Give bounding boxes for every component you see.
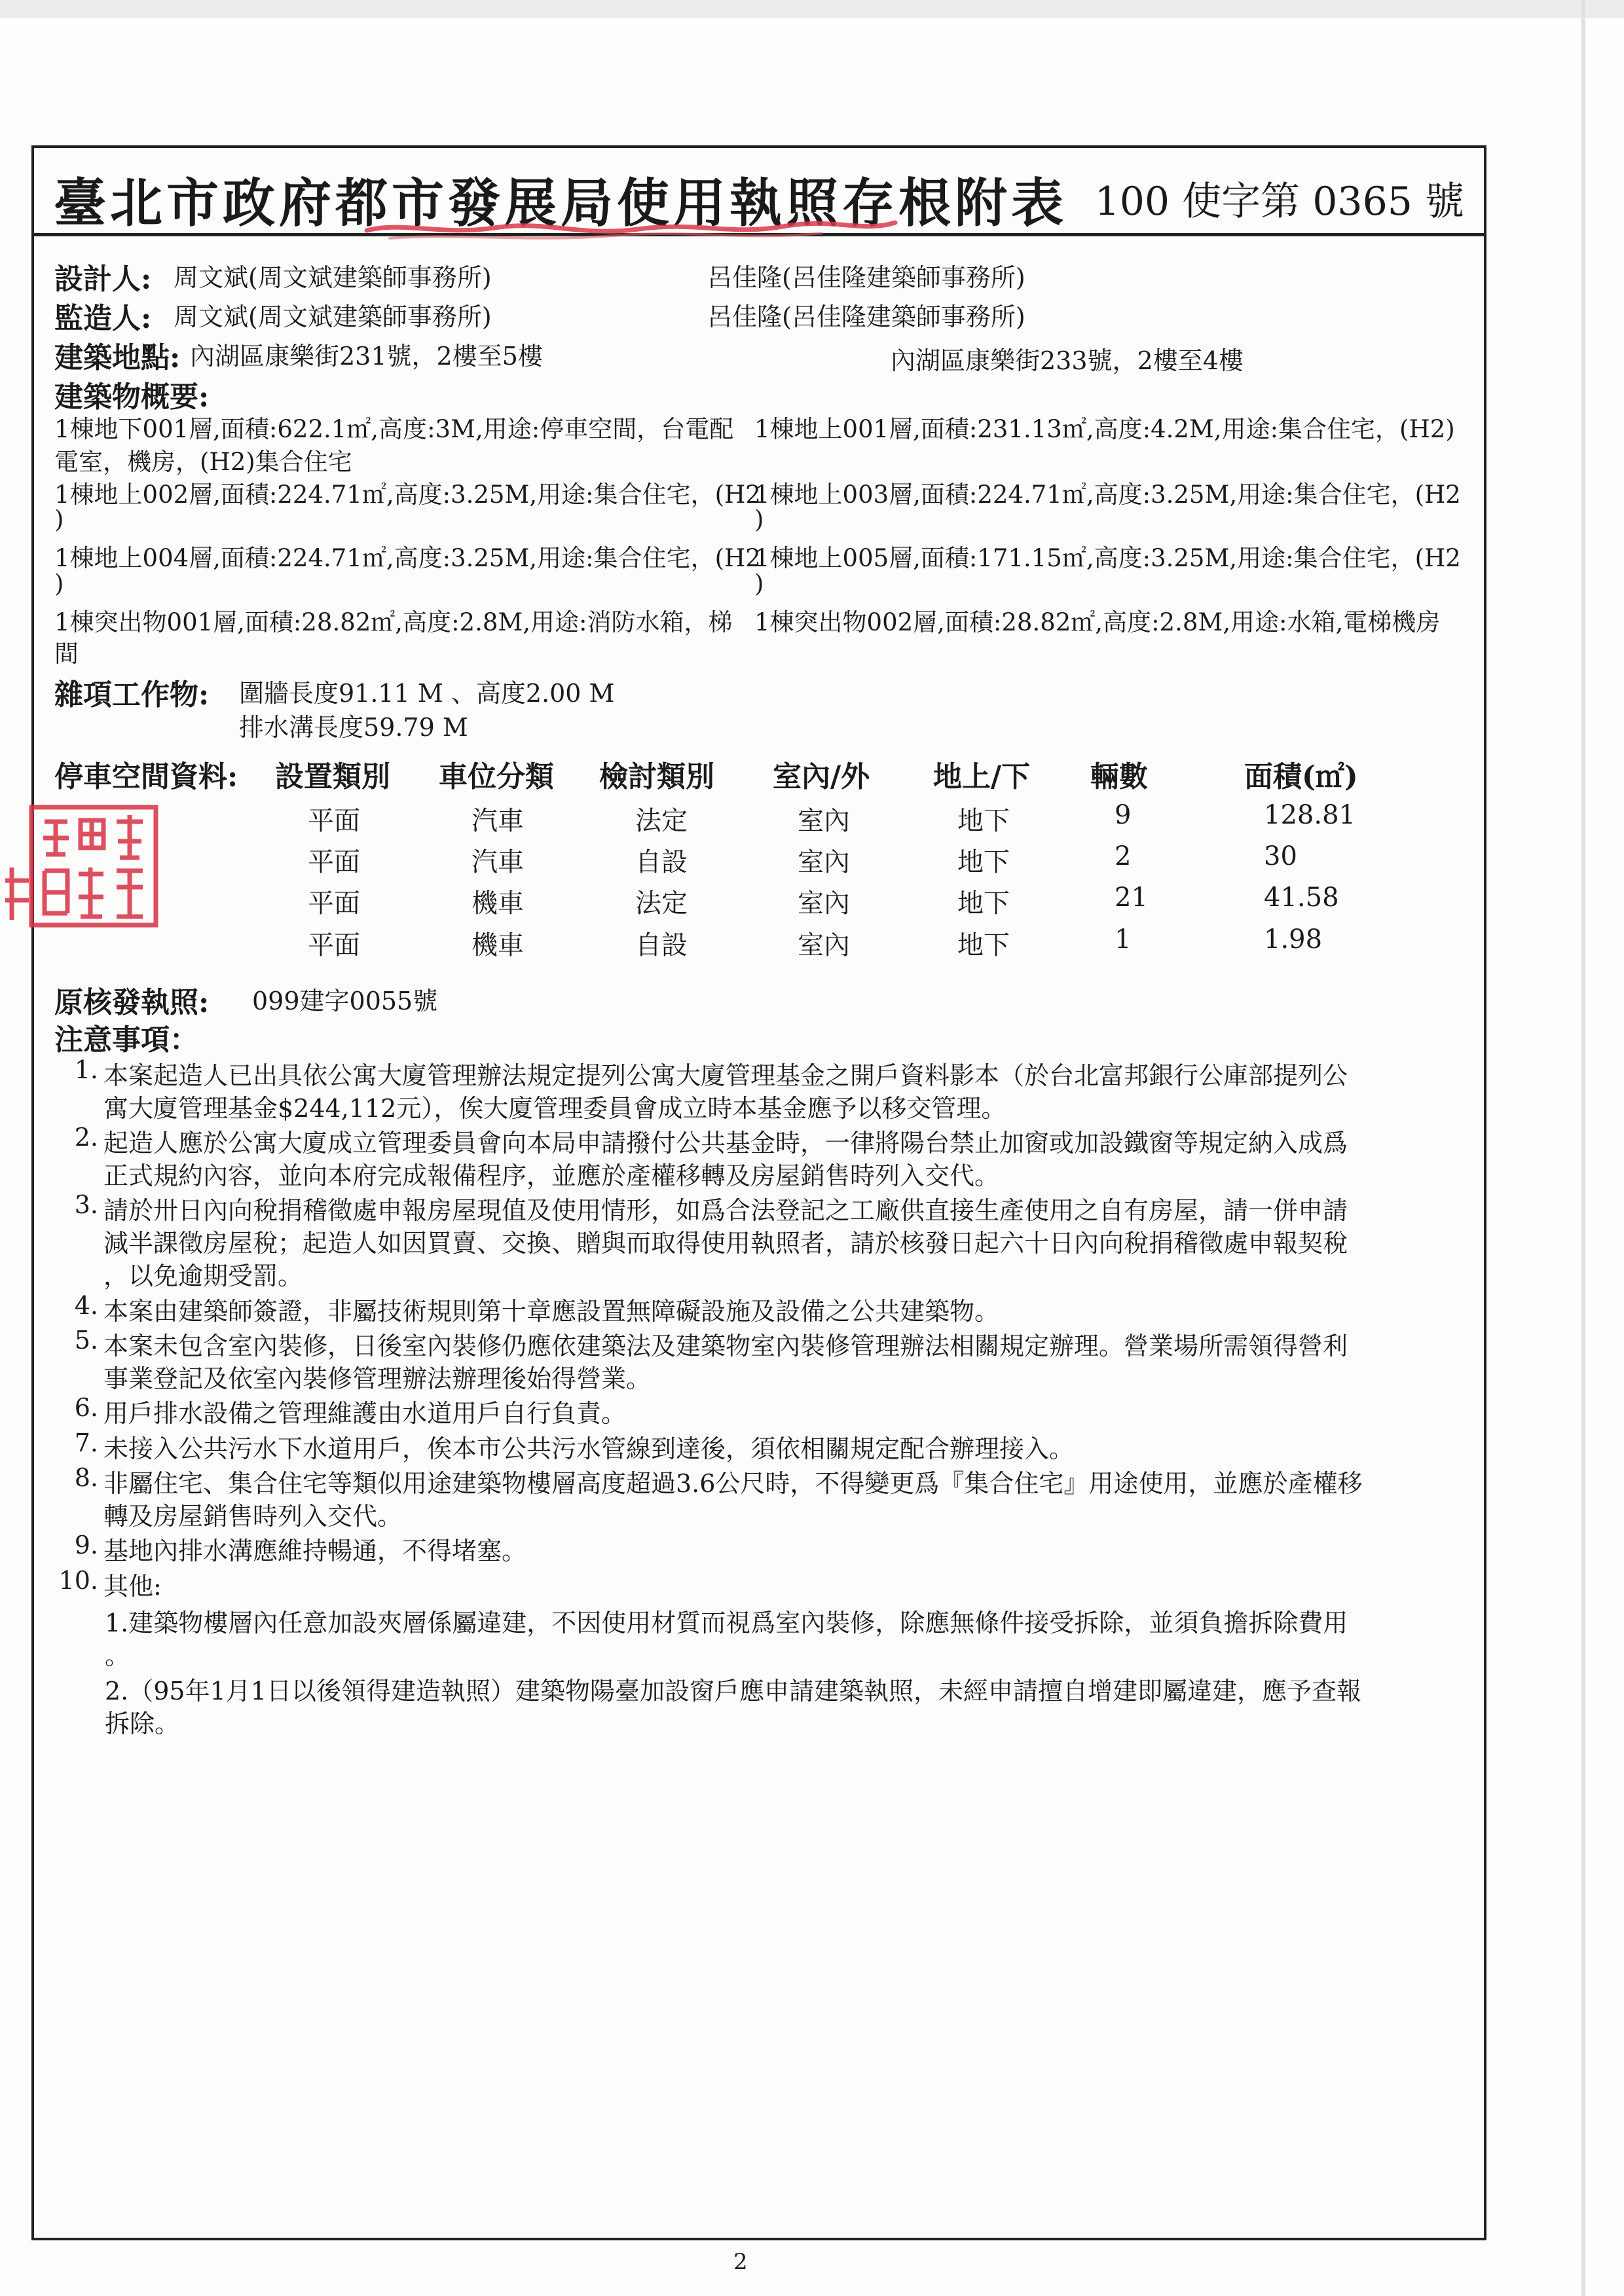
- red-seal-stamp-icon: [5, 802, 162, 933]
- note-5-line-2: 事業登記及依室內裝修管理辦法辦理後始得營業。: [103, 1364, 652, 1393]
- note-number: 8.: [74, 1463, 98, 1492]
- parking-cell: 法定: [635, 806, 688, 836]
- scan-top-edge: [0, 0, 1624, 18]
- parking-cell: 平面: [308, 888, 360, 919]
- parking-cell: 地下: [957, 930, 1010, 960]
- parking-cell: 地下: [957, 806, 1010, 836]
- overview-line-1-left: 1棟地下001層,面積:622.1㎡,高度:3M,用途:停車空間，台電配: [54, 415, 734, 443]
- scan-right-edge: [1581, 0, 1585, 2296]
- note-7-line-1: 未接入公共污水下水道用戶，俟本市公共污水管線到達後，須依相關規定配合辦理接入。: [103, 1434, 1075, 1463]
- note-6-line-1: 用戶排水設備之管理維護由水道用戶自行負責。: [103, 1399, 627, 1428]
- parking-cell: 自設: [635, 847, 688, 877]
- parking-cell: 1: [1115, 924, 1132, 955]
- supervisor-name-2: 呂佳隆(呂佳隆建築師事務所): [707, 302, 1025, 331]
- note-10-sub-2-line-1: 2.（95年1月1日以後領得建造執照）建築物陽臺加設窗戶應申請建築執照，未經申請擅自增建即屬違建，應予查報: [105, 1677, 1361, 1705]
- overview-line-1-right: 1棟地上001層,面積:231.13㎡,高度:4.2M,用途:集合住宅，(H2): [754, 415, 1455, 443]
- overview-line-8-left: 間: [54, 640, 79, 668]
- parking-cell: 平面: [308, 847, 360, 877]
- site-address-1: 內湖區康樂街231號，2樓至5樓: [190, 342, 543, 371]
- designer-name-1: 周文斌(周文斌建築師事務所): [174, 263, 492, 292]
- note-10-sub-1-line-1: 1.建築物樓層內任意加設夾層係屬違建，不因使用材質而視爲室內裝修，除應無條件接受拆除，並須負擔拆除費用: [105, 1609, 1348, 1637]
- parking-cell: 9: [1115, 800, 1132, 830]
- original-permit-value: 099建字0055號: [252, 987, 438, 1015]
- parking-cell: 室內: [798, 930, 850, 960]
- note-3-line-2: 減半課徵房屋稅；起造人如因買賣、交換、贈與而取得使用執照者，請於核發日起六十日內向稅捐稽徵處申報契稅: [103, 1229, 1348, 1258]
- original-permit-label: 原核發執照:: [54, 986, 210, 1019]
- note-number: 10.: [58, 1566, 98, 1595]
- overview-line-2-left: 電室，機房，(H2)集合住宅: [54, 448, 352, 476]
- misc-works-line-1: 圍牆長度91.11 M 、高度2.00 M: [239, 679, 615, 708]
- parking-cell: 汽車: [471, 806, 524, 836]
- note-2-line-2: 正式規約內容，並向本府完成報備程序，並應於產權移轉及房屋銷售時列入交代。: [103, 1161, 1000, 1190]
- parking-cell: 30: [1264, 841, 1297, 871]
- site-label: 建築地點:: [54, 341, 181, 374]
- parking-header-review-class: 檢討類別: [599, 760, 714, 793]
- parking-cell: 法定: [635, 888, 688, 919]
- parking-cell: 機車: [471, 930, 524, 960]
- parking-cell: 2: [1115, 841, 1132, 871]
- overview-line-6-right: ): [754, 570, 764, 598]
- overview-line-7-left: 1棟突出物001層,面積:28.82㎡,高度:2.8M,用途:消防水箱，梯: [54, 608, 733, 636]
- note-number: 9.: [74, 1531, 98, 1559]
- document-title: 臺北市政府都市發展局使用執照存根附表: [54, 172, 1067, 234]
- overview-line-3-left: 1棟地上002層,面積:224.71㎡,高度:3.25M,用途:集合住宅，(H2: [54, 481, 761, 509]
- note-5-line-1: 本案未包含室內裝修，日後室內裝修仍應依建築法及建築物室內裝修管理辦法相關規定辦理。營業場所需領得營利: [103, 1332, 1348, 1360]
- overview-label: 建築物概要:: [54, 380, 210, 414]
- parking-cell: 21: [1115, 883, 1148, 913]
- overview-line-5-right: 1棟地上005層,面積:171.15㎡,高度:3.25M,用途:集合住宅，(H2: [754, 544, 1461, 572]
- parking-cell: 1.98: [1264, 924, 1323, 955]
- overview-line-5-left: 1棟地上004層,面積:224.71㎡,高度:3.25M,用途:集合住宅，(H2: [54, 544, 761, 572]
- overview-line-4-right: ): [754, 505, 764, 534]
- note-3-line-1: 請於卅日內向稅捐稽徵處申報房屋現值及使用情形，如爲合法登記之工廠供直接生產使用之自有房屋，請一併申請: [103, 1196, 1348, 1225]
- parking-cell: 機車: [471, 888, 524, 919]
- note-number: 3.: [74, 1190, 98, 1219]
- note-10-sub-2-line-2: 拆除。: [105, 1709, 180, 1738]
- overview-line-3-right: 1棟地上003層,面積:224.71㎡,高度:3.25M,用途:集合住宅，(H2: [754, 481, 1461, 509]
- parking-cell: 平面: [308, 930, 360, 960]
- supervisor-name-1: 周文斌(周文斌建築師事務所): [174, 302, 492, 331]
- designer-label: 設計人:: [54, 263, 152, 296]
- red-scribble-mark-icon: [363, 216, 900, 249]
- designer-name-2: 呂佳隆(呂佳隆建築師事務所): [707, 263, 1025, 292]
- note-8-line-2: 轉及房屋銷售時列入交代。: [103, 1502, 403, 1531]
- parking-cell: 地下: [957, 847, 1010, 877]
- overview-line-7-right: 1棟突出物002層,面積:28.82㎡,高度:2.8M,用途:水箱,電梯機房: [754, 608, 1441, 636]
- parking-header-setup-type: 設置類別: [275, 760, 390, 793]
- permit-number: 100 使字第 0365 號: [1094, 179, 1464, 225]
- parking-cell: 128.81: [1264, 800, 1356, 830]
- page-number: 2: [733, 2249, 748, 2275]
- note-1-line-2: 寓大廈管理基金$244,112元），俟大廈管理委員會成立時本基金應予以移交管理。: [103, 1094, 1006, 1123]
- parking-cell: 汽車: [471, 847, 524, 877]
- note-1-line-1: 本案起造人已出具依公寓大廈管理辦法規定提列公寓大廈管理基金之開戶資料影本（於台北富邦銀行公庫部提列公: [103, 1061, 1348, 1090]
- parking-cell: 室內: [798, 847, 850, 877]
- site-address-2: 內湖區康樂街233號，2樓至4樓: [891, 346, 1244, 375]
- parking-header-count: 輛數: [1090, 760, 1148, 793]
- overview-line-6-left: ): [54, 570, 64, 598]
- note-4-line-1: 本案由建築師簽證，非屬技術規則第十章應設置無障礙設施及設備之公共建築物。: [103, 1297, 1000, 1326]
- parking-label: 停車空間資料:: [54, 760, 238, 793]
- note-10-sub-1-line-2: 。: [105, 1641, 130, 1670]
- parking-cell: 平面: [308, 806, 360, 836]
- parking-cell: 地下: [957, 888, 1010, 919]
- note-number: 1.: [74, 1055, 98, 1084]
- note-8-line-1: 非屬住宅、集合住宅等類似用途建築物樓層高度超過3.6公尺時，不得變更爲『集合住宅』用途使用，並應於產權移: [103, 1469, 1363, 1498]
- parking-header-indoor-outdoor: 室內/外: [773, 760, 870, 793]
- parking-header-above-below: 地上/下: [933, 760, 1031, 793]
- supervisor-label: 監造人:: [54, 302, 152, 335]
- note-9-line-1: 基地內排水溝應維持暢通，不得堵塞。: [103, 1537, 527, 1565]
- misc-works-line-2: 排水溝長度59.79 M: [239, 713, 468, 742]
- note-2-line-1: 起造人應於公寓大廈成立管理委員會向本局申請撥付公共基金時，一律將陽台禁止加窗或加設鐵窗等規定納入成爲: [103, 1129, 1348, 1157]
- parking-cell: 自設: [635, 930, 688, 960]
- parking-header-area: 面積(㎡): [1244, 760, 1358, 793]
- notes-label: 注意事項：: [54, 1023, 198, 1057]
- note-number: 6.: [74, 1393, 98, 1422]
- overview-line-4-left: ): [54, 505, 64, 534]
- parking-cell: 室內: [798, 806, 850, 836]
- misc-works-label: 雜項工作物:: [54, 678, 210, 712]
- note-number: 2.: [74, 1123, 98, 1152]
- note-number: 7.: [74, 1429, 98, 1457]
- note-3-line-3: ，以免逾期受罰。: [103, 1262, 303, 1290]
- note-10-line-1: 其他:: [103, 1572, 162, 1601]
- note-number: 5.: [74, 1326, 98, 1355]
- note-number: 4.: [74, 1291, 98, 1320]
- parking-cell: 41.58: [1264, 883, 1339, 913]
- parking-cell: 室內: [798, 888, 850, 919]
- parking-header-space-class: 車位分類: [439, 760, 554, 793]
